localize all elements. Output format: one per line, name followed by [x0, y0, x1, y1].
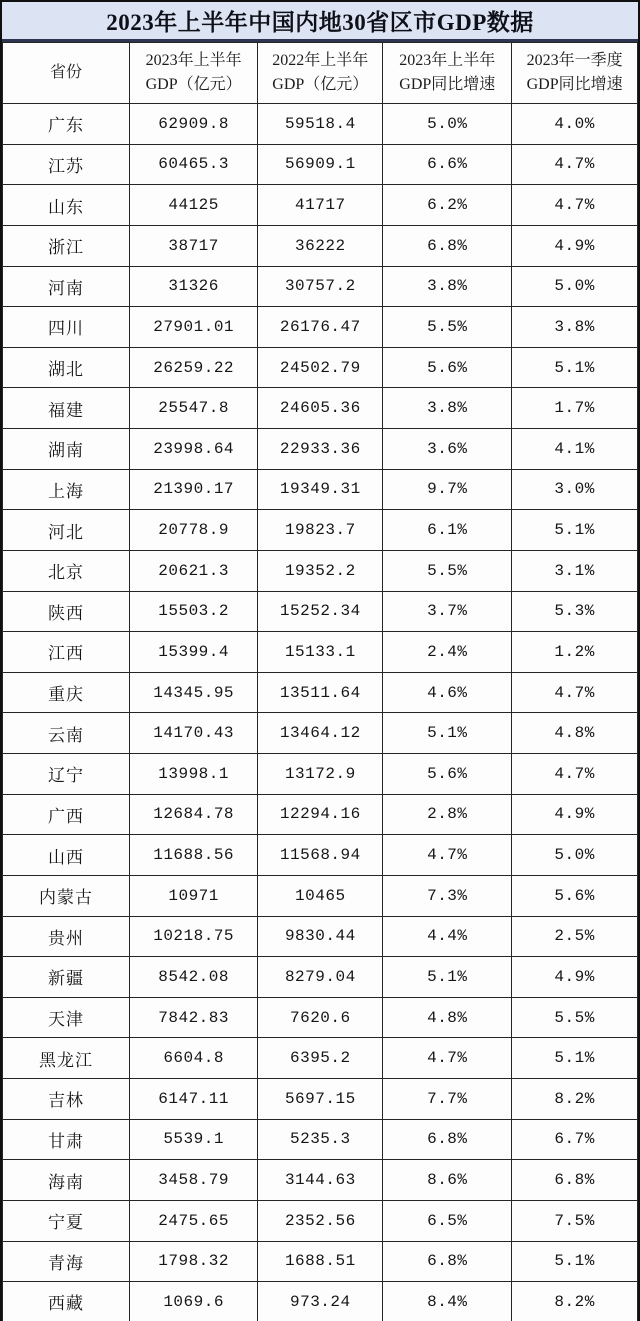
province-name: 西藏	[3, 1282, 130, 1321]
gdp-2022-value: 19349.31	[258, 469, 383, 510]
gdp-2022-value: 13511.64	[258, 672, 383, 713]
province-name: 贵州	[3, 916, 130, 957]
gdp-2023-value: 3458.79	[130, 1160, 258, 1201]
gdp-2023-value: 44125	[130, 185, 258, 226]
table-row	[3, 104, 638, 145]
table-row	[3, 185, 638, 226]
table-row	[3, 713, 638, 754]
gdp-2022-value: 7620.6	[258, 997, 383, 1038]
table-row	[3, 266, 638, 307]
growth-h1-value: 8.4%	[383, 1282, 512, 1321]
growth-h1-value: 6.1%	[383, 510, 512, 551]
growth-q1-value: 4.1%	[512, 429, 638, 470]
gdp-2023-value: 26259.22	[130, 347, 258, 388]
growth-h1-value: 4.6%	[383, 672, 512, 713]
growth-q1-value: 5.0%	[512, 835, 638, 876]
growth-q1-value: 4.0%	[512, 104, 638, 145]
growth-h1-value: 5.1%	[383, 713, 512, 754]
header-line-2: GDP同比增速	[399, 76, 496, 93]
gdp-2023-value: 2475.65	[130, 1200, 258, 1241]
table-row	[3, 1200, 638, 1241]
table-row	[3, 1079, 638, 1120]
gdp-2022-value: 6395.2	[258, 1038, 383, 1079]
gdp-2023-value: 14170.43	[130, 713, 258, 754]
header-line-1: 省份	[49, 64, 82, 81]
gdp-2023-value: 13998.1	[130, 754, 258, 795]
table-row	[3, 1241, 638, 1282]
gdp-2023-value: 6604.8	[130, 1038, 258, 1079]
gdp-2022-value: 41717	[258, 185, 383, 226]
col-header-gdp-2022	[258, 43, 383, 104]
growth-h1-value: 6.5%	[383, 1200, 512, 1241]
table-row	[3, 1038, 638, 1079]
gdp-2023-value: 8542.08	[130, 957, 258, 998]
growth-h1-value: 3.8%	[383, 388, 512, 429]
gdp-2022-value: 24605.36	[258, 388, 383, 429]
col-header-growth-q1	[512, 43, 638, 104]
province-name: 广东	[3, 104, 130, 145]
table-row	[3, 510, 638, 551]
gdp-table	[2, 42, 638, 1321]
province-name: 青海	[3, 1241, 130, 1282]
growth-q1-value: 5.1%	[512, 1241, 638, 1282]
growth-h1-value: 6.8%	[383, 1119, 512, 1160]
growth-q1-value: 5.6%	[512, 875, 638, 916]
growth-q1-value: 4.7%	[512, 185, 638, 226]
growth-q1-value: 7.5%	[512, 1200, 638, 1241]
gdp-2023-value: 10971	[130, 875, 258, 916]
table-row	[3, 1160, 638, 1201]
header-line-1: 2023年一季度	[526, 52, 623, 69]
growth-q1-value: 4.9%	[512, 957, 638, 998]
growth-h1-value: 5.6%	[383, 347, 512, 388]
province-name: 湖南	[3, 429, 130, 470]
gdp-2022-value: 15133.1	[258, 632, 383, 673]
gdp-2022-value: 11568.94	[258, 835, 383, 876]
growth-q1-value: 4.8%	[512, 713, 638, 754]
growth-q1-value: 5.0%	[512, 266, 638, 307]
gdp-2023-value: 27901.01	[130, 307, 258, 348]
province-name: 黑龙江	[3, 1038, 130, 1079]
table-row	[3, 997, 638, 1038]
growth-h1-value: 7.3%	[383, 875, 512, 916]
gdp-2023-value: 15399.4	[130, 632, 258, 673]
table-row	[3, 1119, 638, 1160]
growth-q1-value: 3.0%	[512, 469, 638, 510]
province-name: 四川	[3, 307, 130, 348]
gdp-2022-value: 19352.2	[258, 550, 383, 591]
table-row	[3, 388, 638, 429]
growth-q1-value: 4.9%	[512, 225, 638, 266]
gdp-2022-value: 3144.63	[258, 1160, 383, 1201]
gdp-2022-value: 1688.51	[258, 1241, 383, 1282]
gdp-2023-value: 11688.56	[130, 835, 258, 876]
table-row	[3, 225, 638, 266]
province-name: 云南	[3, 713, 130, 754]
table-row	[3, 347, 638, 388]
growth-q1-value: 5.3%	[512, 591, 638, 632]
growth-q1-value: 5.5%	[512, 997, 638, 1038]
gdp-2022-value: 36222	[258, 225, 383, 266]
header-line-1: 2023年上半年	[145, 52, 242, 69]
gdp-2022-value: 10465	[258, 875, 383, 916]
gdp-2023-value: 14345.95	[130, 672, 258, 713]
gdp-2022-value: 8279.04	[258, 957, 383, 998]
growth-q1-value: 4.7%	[512, 144, 638, 185]
growth-q1-value: 1.2%	[512, 632, 638, 673]
growth-q1-value: 6.7%	[512, 1119, 638, 1160]
gdp-2023-value: 20778.9	[130, 510, 258, 551]
province-name: 河北	[3, 510, 130, 551]
table-row	[3, 835, 638, 876]
gdp-2022-value: 2352.56	[258, 1200, 383, 1241]
gdp-2022-value: 59518.4	[258, 104, 383, 145]
table-row	[3, 957, 638, 998]
province-name: 宁夏	[3, 1200, 130, 1241]
table-row	[3, 429, 638, 470]
table-row	[3, 307, 638, 348]
gdp-2022-value: 5235.3	[258, 1119, 383, 1160]
header-line-2: GDP（亿元）	[145, 76, 242, 93]
gdp-2023-value: 1798.32	[130, 1241, 258, 1282]
gdp-2023-value: 12684.78	[130, 794, 258, 835]
table-body	[3, 104, 638, 1321]
gdp-2022-value: 13172.9	[258, 754, 383, 795]
growth-h1-value: 4.8%	[383, 997, 512, 1038]
gdp-2022-value: 13464.12	[258, 713, 383, 754]
province-name: 甘肃	[3, 1119, 130, 1160]
table-row	[3, 1282, 638, 1321]
province-name: 福建	[3, 388, 130, 429]
gdp-2023-value: 60465.3	[130, 144, 258, 185]
growth-q1-value: 8.2%	[512, 1079, 638, 1120]
gdp-2023-value: 23998.64	[130, 429, 258, 470]
growth-h1-value: 5.1%	[383, 957, 512, 998]
growth-h1-value: 5.5%	[383, 307, 512, 348]
gdp-2023-value: 25547.8	[130, 388, 258, 429]
growth-h1-value: 2.8%	[383, 794, 512, 835]
table-row	[3, 754, 638, 795]
growth-h1-value: 6.6%	[383, 144, 512, 185]
header-line-1: 2022年上半年	[272, 52, 369, 69]
province-name: 江苏	[3, 144, 130, 185]
province-name: 陕西	[3, 591, 130, 632]
growth-h1-value: 5.5%	[383, 550, 512, 591]
gdp-2023-value: 62909.8	[130, 104, 258, 145]
table-row	[3, 875, 638, 916]
header-line-2: GDP（亿元）	[272, 76, 369, 93]
province-name: 广西	[3, 794, 130, 835]
growth-q1-value: 1.7%	[512, 388, 638, 429]
gdp-2023-value: 7842.83	[130, 997, 258, 1038]
province-name: 上海	[3, 469, 130, 510]
growth-q1-value: 5.1%	[512, 510, 638, 551]
gdp-2022-value: 24502.79	[258, 347, 383, 388]
province-name: 天津	[3, 997, 130, 1038]
gdp-2022-value: 15252.34	[258, 591, 383, 632]
growth-q1-value: 4.7%	[512, 754, 638, 795]
province-name: 辽宁	[3, 754, 130, 795]
growth-h1-value: 6.8%	[383, 225, 512, 266]
table-row	[3, 550, 638, 591]
gdp-2022-value: 30757.2	[258, 266, 383, 307]
growth-h1-value: 3.7%	[383, 591, 512, 632]
province-name: 河南	[3, 266, 130, 307]
province-name: 湖北	[3, 347, 130, 388]
growth-h1-value: 6.8%	[383, 1241, 512, 1282]
province-name: 北京	[3, 550, 130, 591]
province-name: 山东	[3, 185, 130, 226]
table-row	[3, 632, 638, 673]
gdp-2023-value: 21390.17	[130, 469, 258, 510]
table-row	[3, 144, 638, 185]
col-header-province	[3, 43, 130, 104]
growth-h1-value: 6.2%	[383, 185, 512, 226]
gdp-2023-value: 31326	[130, 266, 258, 307]
growth-h1-value: 4.4%	[383, 916, 512, 957]
province-name: 海南	[3, 1160, 130, 1201]
table-row	[3, 794, 638, 835]
gdp-2023-value: 20621.3	[130, 550, 258, 591]
province-name: 重庆	[3, 672, 130, 713]
growth-h1-value: 7.7%	[383, 1079, 512, 1120]
growth-q1-value: 5.1%	[512, 1038, 638, 1079]
province-name: 山西	[3, 835, 130, 876]
growth-q1-value: 3.8%	[512, 307, 638, 348]
growth-q1-value: 5.1%	[512, 347, 638, 388]
growth-q1-value: 2.5%	[512, 916, 638, 957]
col-header-growth-h1	[383, 43, 512, 104]
header-line-2: GDP同比增速	[526, 76, 623, 93]
growth-q1-value: 3.1%	[512, 550, 638, 591]
province-name: 新疆	[3, 957, 130, 998]
gdp-2023-value: 38717	[130, 225, 258, 266]
gdp-2022-value: 973.24	[258, 1282, 383, 1321]
gdp-2022-value: 56909.1	[258, 144, 383, 185]
gdp-2023-value: 10218.75	[130, 916, 258, 957]
gdp-2022-value: 5697.15	[258, 1079, 383, 1120]
gdp-2023-value: 5539.1	[130, 1119, 258, 1160]
province-name: 江西	[3, 632, 130, 673]
growth-h1-value: 3.6%	[383, 429, 512, 470]
province-name: 吉林	[3, 1079, 130, 1120]
header-row	[3, 43, 638, 104]
growth-h1-value: 9.7%	[383, 469, 512, 510]
gdp-2022-value: 22933.36	[258, 429, 383, 470]
growth-q1-value: 4.7%	[512, 672, 638, 713]
header-line-1: 2023年上半年	[399, 52, 496, 69]
table-row	[3, 916, 638, 957]
growth-h1-value: 5.6%	[383, 754, 512, 795]
table-row	[3, 591, 638, 632]
gdp-2023-value: 6147.11	[130, 1079, 258, 1120]
table-title: 2023年上半年中国内地30省区市GDP数据	[2, 2, 638, 39]
gdp-2023-value: 1069.6	[130, 1282, 258, 1321]
province-name: 浙江	[3, 225, 130, 266]
growth-q1-value: 8.2%	[512, 1282, 638, 1321]
growth-h1-value: 4.7%	[383, 835, 512, 876]
gdp-2022-value: 19823.7	[258, 510, 383, 551]
gdp-2022-value: 9830.44	[258, 916, 383, 957]
growth-h1-value: 8.6%	[383, 1160, 512, 1201]
gdp-2022-value: 12294.16	[258, 794, 383, 835]
table-row	[3, 672, 638, 713]
gdp-2023-value: 15503.2	[130, 591, 258, 632]
growth-h1-value: 2.4%	[383, 632, 512, 673]
col-header-gdp-2023	[130, 43, 258, 104]
growth-q1-value: 6.8%	[512, 1160, 638, 1201]
table-row	[3, 469, 638, 510]
growth-h1-value: 3.8%	[383, 266, 512, 307]
growth-h1-value: 5.0%	[383, 104, 512, 145]
province-name: 内蒙古	[3, 875, 130, 916]
gdp-2022-value: 26176.47	[258, 307, 383, 348]
growth-q1-value: 4.9%	[512, 794, 638, 835]
growth-h1-value: 4.7%	[383, 1038, 512, 1079]
